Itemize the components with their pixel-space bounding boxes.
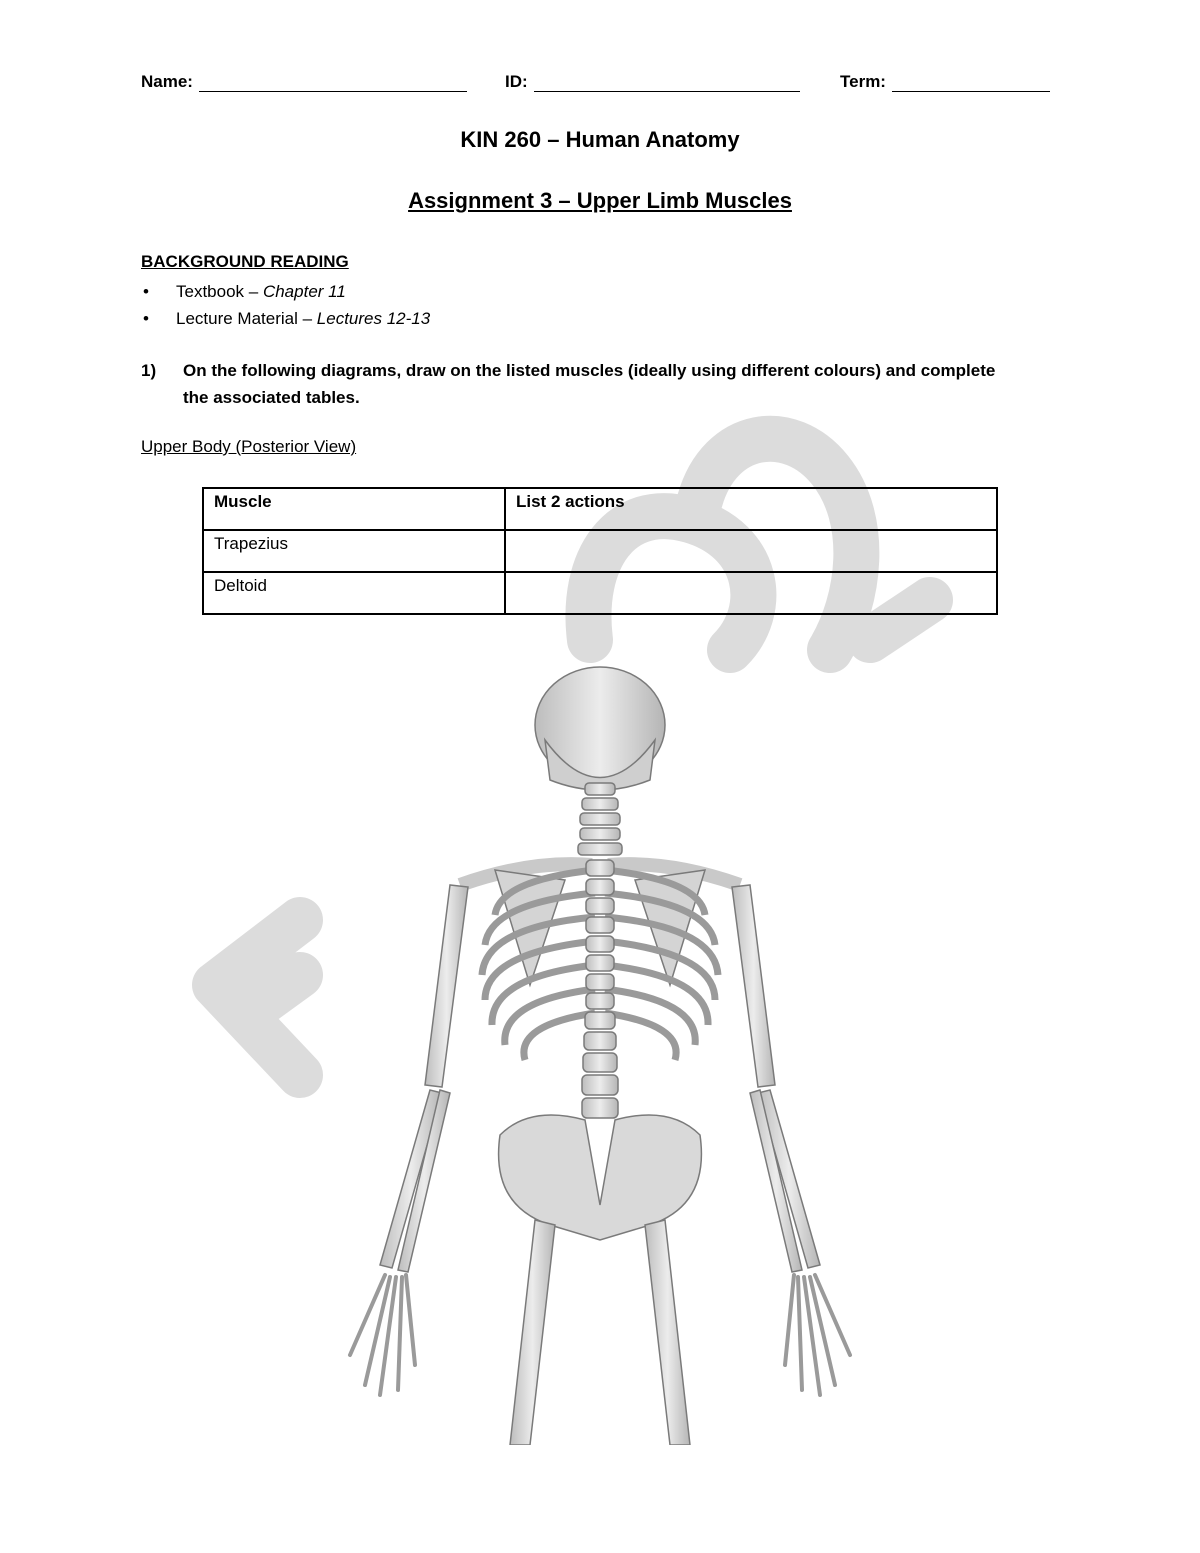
assignment-title: Assignment 3 – Upper Limb Muscles <box>408 188 792 213</box>
course-title: KIN 260 – Human Anatomy <box>460 127 740 152</box>
list-item <box>141 305 430 332</box>
list-item <box>141 278 430 305</box>
bullet-icon: • <box>143 282 149 301</box>
column-header-muscle: Muscle <box>203 488 505 530</box>
muscle-cell: Deltoid <box>203 572 505 614</box>
table-row <box>203 530 997 572</box>
term-blank[interactable] <box>892 73 1050 92</box>
muscle-cell: Trapezius <box>203 530 505 572</box>
question-number: 1) <box>141 361 157 380</box>
reading-list <box>141 278 430 332</box>
reading-ref: Lectures 12-13 <box>316 309 431 328</box>
skeleton-posterior-illustration <box>330 665 870 1445</box>
muscle-table <box>202 487 998 615</box>
view-label: Upper Body (Posterior View) <box>141 437 357 456</box>
question-text: On the following diagrams, draw on the listed muscles (ideally using different colours) and complete the associated tables. <box>183 361 996 407</box>
reading-ref: Chapter 11 <box>262 282 346 301</box>
name-field[interactable] <box>141 72 467 92</box>
table-header-row <box>203 488 997 530</box>
column-header-actions: List 2 actions <box>505 488 997 530</box>
student-info-header <box>141 72 1061 100</box>
actions-cell[interactable] <box>505 530 997 572</box>
term-field[interactable] <box>840 72 1050 92</box>
name-label: Name: <box>141 72 193 91</box>
id-blank[interactable] <box>534 73 800 92</box>
table-row <box>203 572 997 614</box>
reading-label: Lecture Material – <box>176 309 317 328</box>
actions-cell[interactable] <box>505 572 997 614</box>
id-label: ID: <box>505 72 528 91</box>
name-blank[interactable] <box>199 73 467 92</box>
id-field[interactable] <box>505 72 800 92</box>
reading-label: Textbook – <box>176 282 263 301</box>
bullet-icon: • <box>143 309 149 328</box>
background-reading-heading: BACKGROUND READING <box>141 252 349 271</box>
term-label: Term: <box>840 72 886 91</box>
